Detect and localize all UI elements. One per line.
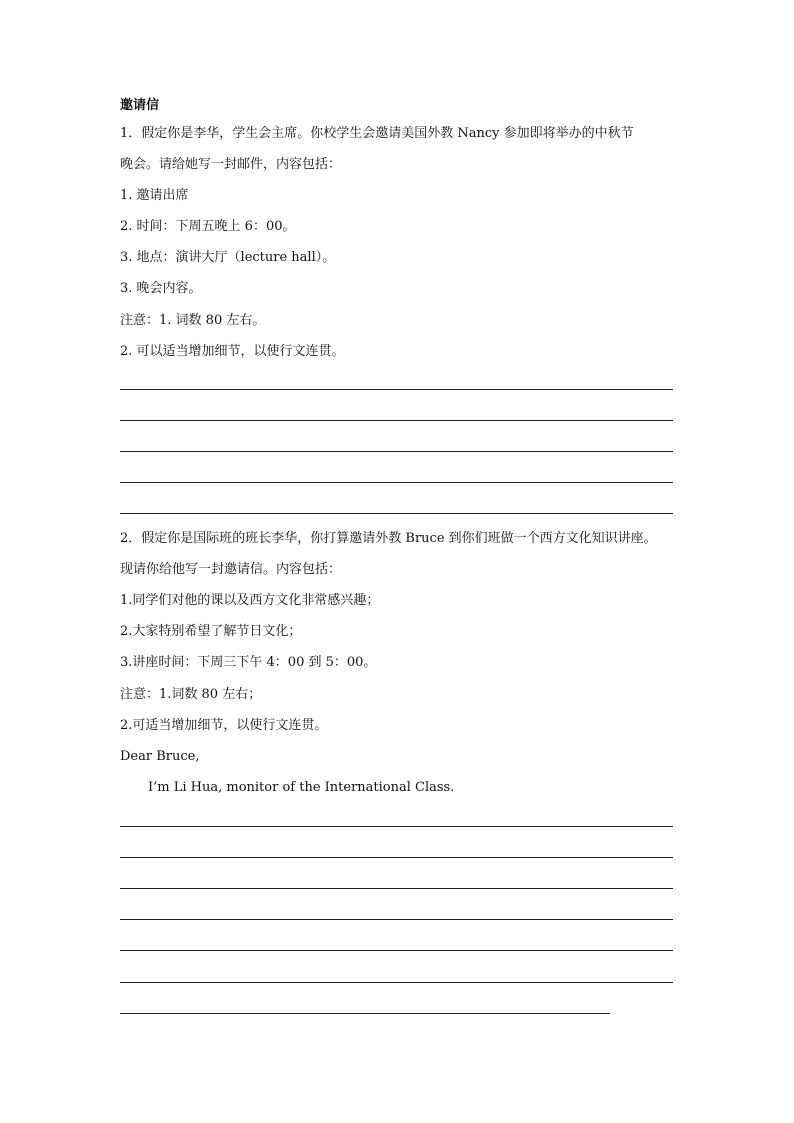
task2-writing-line [120, 950, 673, 951]
task1-writing-line [120, 451, 673, 452]
task1-writing-line [120, 389, 673, 390]
task2-writing-line [120, 982, 673, 983]
letter-opening-sentence: I’m Li Hua, monitor of the International Class. [148, 780, 455, 795]
task2-writing-line-last [120, 1013, 610, 1014]
task1-item-4: 3. 晚会内容。 [120, 281, 202, 296]
task1-prompt-line2: 晚会。请给她写一封邮件，内容包括： [120, 157, 342, 172]
task1-writing-line [120, 420, 673, 421]
task2-prompt-line2: 现请你给他写一封邀请信。内容包括： [120, 562, 342, 577]
task2-writing-line [120, 919, 673, 920]
document-title: 邀请信 [120, 98, 160, 113]
task1-note-1: 注意：1. 词数 80 左右。 [120, 313, 266, 328]
task1-item-3: 3. 地点：演讲大厅（lecture hall）。 [120, 250, 336, 265]
task2-item-2: 2.大家特别希望了解节日文化； [120, 624, 302, 639]
task2-note-2: 2.可适当增加细节，以使行文连贯。 [120, 718, 328, 733]
task2-writing-line [120, 857, 673, 858]
task1-item-2: 2. 时间：下周五晚上 6：00。 [120, 219, 296, 234]
task2-item-3: 3.讲座时间：下周三下午 4：00 到 5：00。 [120, 655, 377, 670]
letter-salutation: Dear Bruce, [120, 749, 200, 764]
task1-note-2: 2. 可以适当增加细节，以使行文连贯。 [120, 344, 345, 359]
task2-writing-line [120, 888, 673, 889]
task2-item-1: 1.同学们对他的课以及西方文化非常感兴趣； [120, 593, 380, 608]
task1-item-1: 1. 邀请出席 [120, 188, 189, 203]
task2-prompt-line1: 2．假定你是国际班的班长李华，你打算邀请外教 Bruce 到你们班做一个西方文化知识讲座。 [120, 531, 657, 546]
task1-writing-line [120, 482, 673, 483]
task1-prompt-line1: 1．假定你是李华，学生会主席。你校学生会邀请美国外教 Nancy 参加即将举办的中秋节 [120, 126, 634, 141]
task2-note-1: 注意：1.词数 80 左右； [120, 687, 262, 702]
task1-writing-line [120, 513, 673, 514]
task2-writing-line [120, 826, 673, 827]
